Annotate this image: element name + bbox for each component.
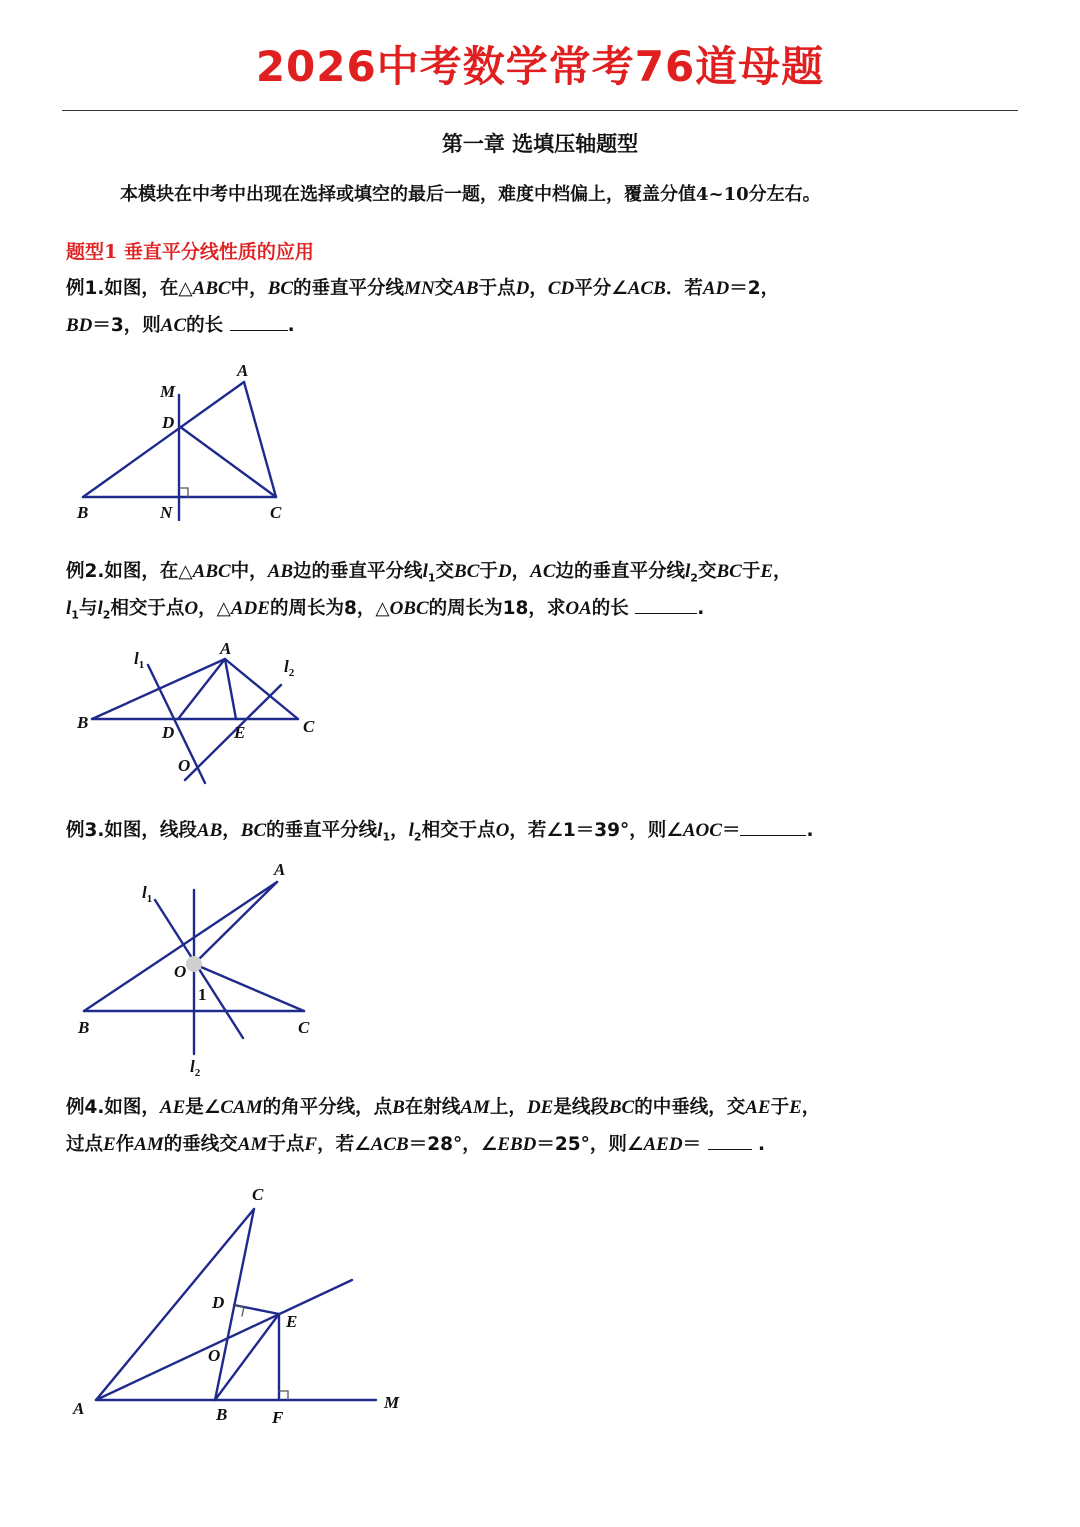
point-label-m: M: [384, 1393, 400, 1412]
example-2-line-2: $l_1$与$l_2$相交于点O，△ADE的周长为8，△OBC的周长为18，求OA的长 .: [66, 598, 705, 622]
point-label-o: O: [174, 962, 187, 981]
section-heading: 题型1 垂直平分线性质的应用: [66, 241, 314, 263]
point-label-a: A: [220, 639, 232, 658]
point-label-m: M: [160, 382, 176, 401]
point-label-a: A: [274, 860, 286, 879]
right-angle-mark-f: [279, 1391, 288, 1400]
answer-blank[interactable]: [230, 316, 288, 331]
point-label-d: D: [212, 1293, 225, 1312]
right-angle-mark: [179, 488, 188, 497]
point-label-n: N: [160, 503, 173, 522]
figure-example-4: [0, 1180, 420, 1430]
segment-dc: [179, 426, 276, 497]
example-4-line-1: 例4.如图，AE是∠CAM的角平分线，点B在射线AM上，DE是线段BC的中垂线，交AE于E，: [66, 1097, 821, 1118]
example-3-line-1: 例3.如图，线段AB，BC的垂直平分线$l_1$，$l_2$相交于点O，若∠1＝39°，则∠AOC＝ .: [66, 820, 814, 844]
segment-ba: [84, 882, 277, 1011]
point-label-b: B: [216, 1405, 228, 1424]
angle-1-mark: [186, 956, 202, 972]
point-label-c: C: [270, 503, 282, 522]
answer-blank[interactable]: [708, 1135, 752, 1150]
line-l1: [148, 665, 205, 783]
header-divider: [62, 110, 1018, 111]
point-label-d: D: [162, 413, 175, 432]
figure-example-3: [0, 858, 340, 1083]
answer-blank[interactable]: [740, 821, 806, 836]
answer-blank[interactable]: [635, 599, 697, 614]
point-label-o: O: [208, 1346, 221, 1365]
example-1-line-1: 例1.如图，在△ABC中，BC的垂直平分线MN交AB于点D，CD平分∠ACB．若AD＝2，: [66, 278, 780, 299]
angle-label-1: 1: [198, 985, 207, 1004]
point-label-e: E: [234, 723, 246, 742]
point-label-b: B: [77, 713, 89, 732]
example-4-line-2: 过点E作AM的垂线交AM于点F，若∠ACB＝28°，∠EBD＝25°，则∠AED＝ .: [66, 1134, 766, 1155]
point-label-e: E: [286, 1312, 298, 1331]
point-label-a: A: [237, 361, 249, 380]
point-label-b: B: [77, 503, 89, 522]
point-label-c: C: [298, 1018, 310, 1037]
chapter-heading: 第一章 选填压轴题型: [441, 131, 639, 156]
line-label-l2: $l_2$: [284, 657, 295, 679]
example-2-line-1: 例2.如图，在△ABC中，AB边的垂直平分线$l_1$交BC于D，AC边的垂直平分线$l_2$交BC于E，: [66, 561, 792, 585]
figure-example-1: [0, 360, 300, 535]
point-label-b: B: [78, 1018, 90, 1037]
point-label-o: O: [178, 756, 191, 775]
line-label-l1: $l_1$: [142, 883, 153, 905]
example-1-line-2: BD＝3，则AC的长 .: [66, 315, 295, 336]
intro-text: 本模块在中考中出现在选择或填空的最后一题，难度中档偏上，覆盖分值4~10分左右。: [120, 184, 821, 205]
right-angle-mark-d: [234, 1305, 244, 1316]
segment-ac: [244, 382, 276, 497]
point-label-c: C: [303, 717, 315, 736]
line-label-l2: $l_2$: [190, 1057, 201, 1079]
page-title: 2026中考数学常考76道母题: [255, 42, 825, 91]
point-label-a: A: [73, 1399, 85, 1418]
segment-ac: [96, 1209, 254, 1400]
point-label-f: F: [272, 1408, 284, 1427]
segment-ad: [178, 659, 225, 719]
figure-example-2: [0, 640, 340, 800]
point-label-d: D: [162, 723, 175, 742]
segment-oa: [194, 882, 277, 964]
point-label-c: C: [252, 1185, 264, 1204]
line-label-l1: $l_1$: [134, 649, 145, 671]
